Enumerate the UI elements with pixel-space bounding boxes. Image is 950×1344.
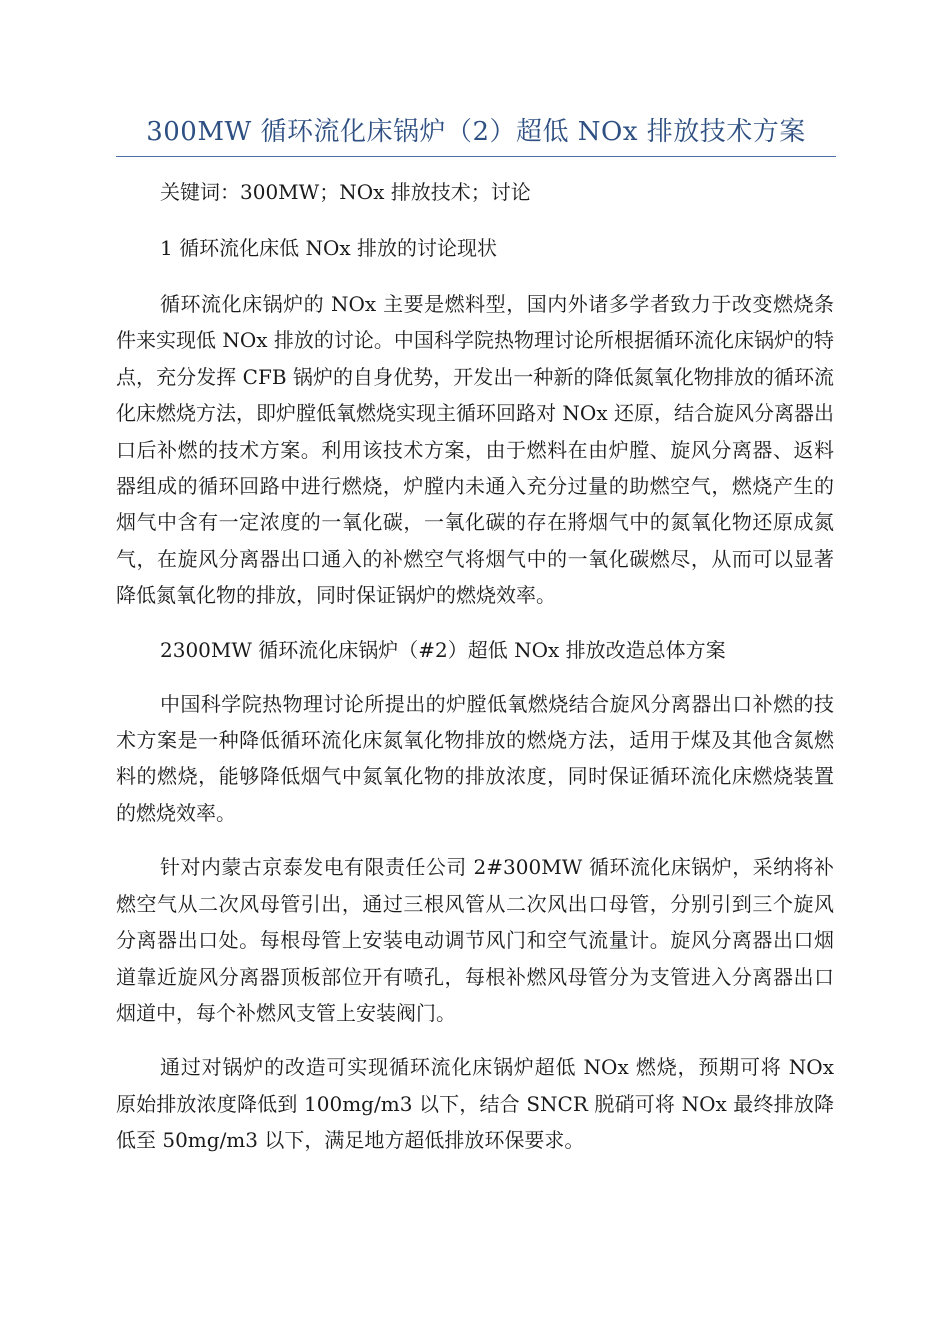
title-block xyxy=(116,112,836,157)
paragraph-3: 针对内蒙古京泰发电有限责任公司 2#300MW 循环流化床锅炉，采纳将补燃空气从二次风母管引出，通过三根风管从二次风出口母管，分别引到三个旋风分离器出口处。每根母管上安装电动调节风门和空气流量计。旋风分离器出口烟道靠近旋风分离器顶板部位开有喷孔，每根补燃风母管分为支管进入分离器出口烟道中，每个补燃风支管上安装阀门。 xyxy=(116,855,834,1025)
paragraph-2: 中国科学院热物理讨论所提出的炉膛低氧燃烧结合旋风分离器出口补燃的技术方案是一种降低循环流化床氮氧化物排放的燃烧方法，适用于煤及其他含氮燃料的燃烧，能够降低烟气中氮氧化物的排放浓度，同时保证循环流化床燃烧装置的燃烧效率。 xyxy=(116,691,834,825)
document-body xyxy=(116,174,834,1159)
document-title: 300MW 循环流化床锅炉（2）超低 NOx 排放技术方案 xyxy=(146,117,806,147)
section-heading-1: 1 循环流化床低 NOx 排放的讨论现状 xyxy=(160,236,497,260)
paragraph-1: 循环流化床锅炉的 NOx 主要是燃料型，国内外诸多学者致力于改变燃烧条件来实现低 NOx 排放的讨论。中国科学院热物理讨论所根据循环流化床锅炉的特点，充分发挥 CFB 锅炉的自身优势，开发出一种新的降低氮氧化物排放的循环流化床燃烧方法，即炉膛低氧燃烧实现主循环回路对 NOx 还原，结合旋风分离器出口后补燃的技术方案。利用该技术方案，由于燃料在由炉膛、旋风分离器、返料器组成的循环回路中进行燃烧，炉膛内未通入充分过量的助燃空气，燃烧产生的烟气中含有一定浓度的一氧化碳，一氧化碳的存在將烟气中的氮氧化物还原成氮气，在旋风分离器出口通入的补燃空气将烟气中的一氧化碳燃尽，从而可以显著降低氮氧化物的排放，同时保证锅炉的燃烧效率。 xyxy=(116,292,834,608)
section-heading-2: 2300MW 循环流化床锅炉（#2）超低 NOx 排放改造总体方案 xyxy=(160,637,726,662)
keywords-line: 关键词：300MW；NOx 排放技术；讨论 xyxy=(160,180,531,204)
paragraph-4: 通过对锅炉的改造可实现循环流化床锅炉超低 NOx 燃烧，预期可将 NOx 原始排放浓度降低到 100mg/m3 以下，结合 SNCR 脱硝可将 NOx 最终排放降低至 50mg/m3 以下，满足地方超低排放环保要求。 xyxy=(116,1055,834,1153)
